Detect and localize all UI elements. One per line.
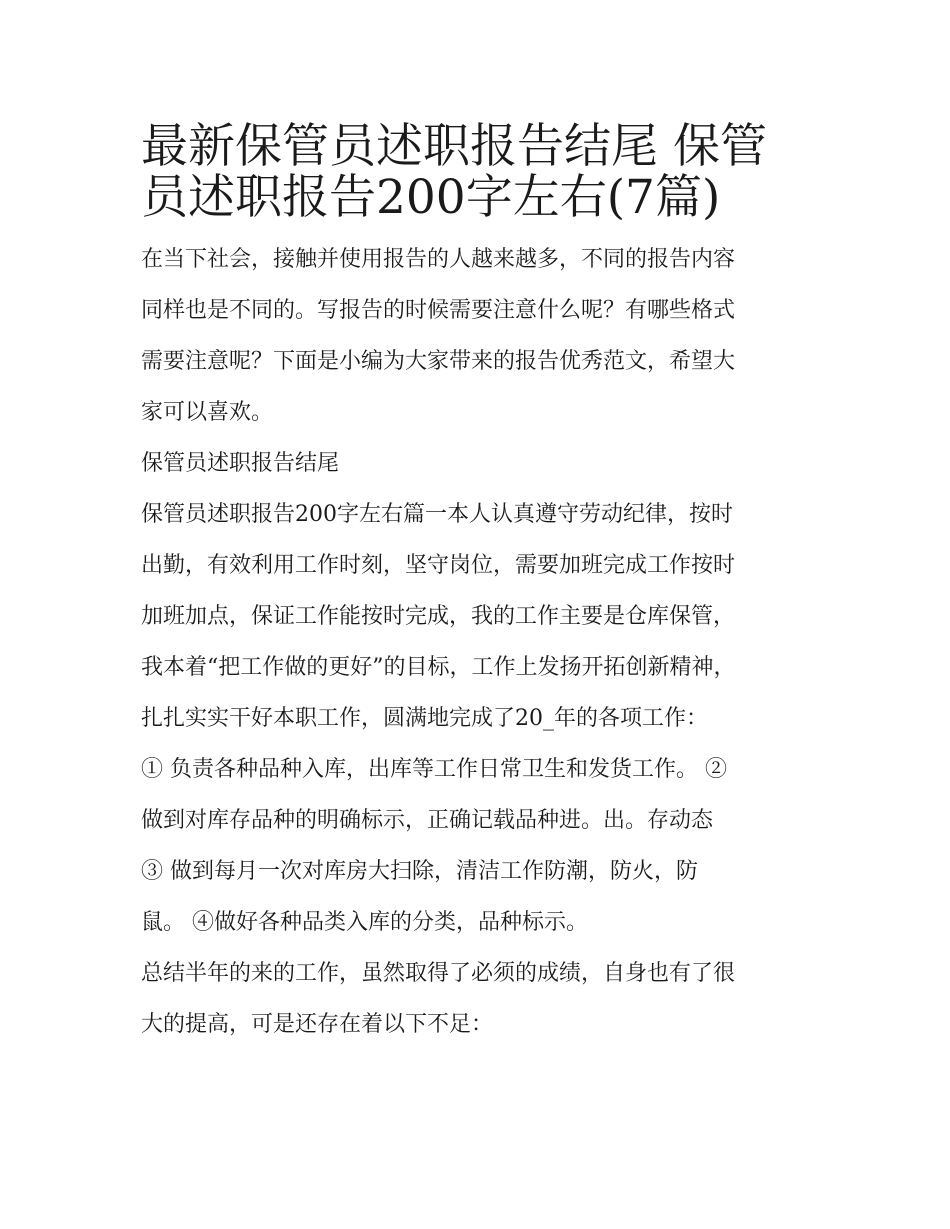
summary-paragraph (141, 948, 812, 1050)
title-line-2: 员述职报告200字左右(7篇) (141, 170, 721, 225)
summary-line: 大的提高，可是还存在着以下不足： (141, 1012, 494, 1037)
body-paragraph (141, 489, 812, 948)
section-heading (141, 438, 812, 489)
intro-line: 在当下社会，接触并使用报告的人越来越多，不同的报告内容 (141, 247, 736, 272)
intro-line: 同样也是不同的。写报告的时候需要注意什么呢？有哪些格式 (141, 298, 736, 323)
title-line-1: 最新保管员述职报告结尾 保管 (141, 119, 767, 174)
body-line: 出勤，有效利用工作时刻，坚守岗位，需要加班完成工作按时 (141, 553, 736, 578)
body-line: 扎扎实实干好本职工作，圆满地完成了20_年的各项工作： (141, 706, 708, 731)
body-line: 鼠。 ④做好各种品类入库的分类，品种标示。 (141, 910, 588, 935)
intro-line: 家可以喜欢。 (141, 400, 274, 425)
intro-paragraph (141, 234, 812, 438)
document-title (141, 112, 812, 225)
body-line: 保管员述职报告200字左右篇一本人认真遵守劳动纪律，按时 (141, 502, 733, 527)
body-line: 我本着“把工作做的更好”的目标，工作上发扬开拓创新精神， (141, 655, 736, 680)
summary-line: 总结半年的来的工作，虽然取得了必须的成绩，自身也有了很 (141, 961, 736, 986)
body-line: 做到对库存品种的明确标示，正确记载品种进。出。存动态 (141, 808, 714, 833)
body-line: 加班加点，保证工作能按时完成，我的工作主要是仓库保管， (141, 604, 736, 629)
body-line: ① 负责各种品种入库，出库等工作日常卫生和发货工作。 ② (141, 757, 727, 782)
body-line: ③ 做到每月一次对库房大扫除，清洁工作防潮，防火，防 (141, 859, 698, 884)
intro-line: 需要注意呢？下面是小编为大家带来的报告优秀范文，希望大 (141, 349, 736, 374)
section-heading-text: 保管员述职报告结尾 (141, 451, 340, 476)
